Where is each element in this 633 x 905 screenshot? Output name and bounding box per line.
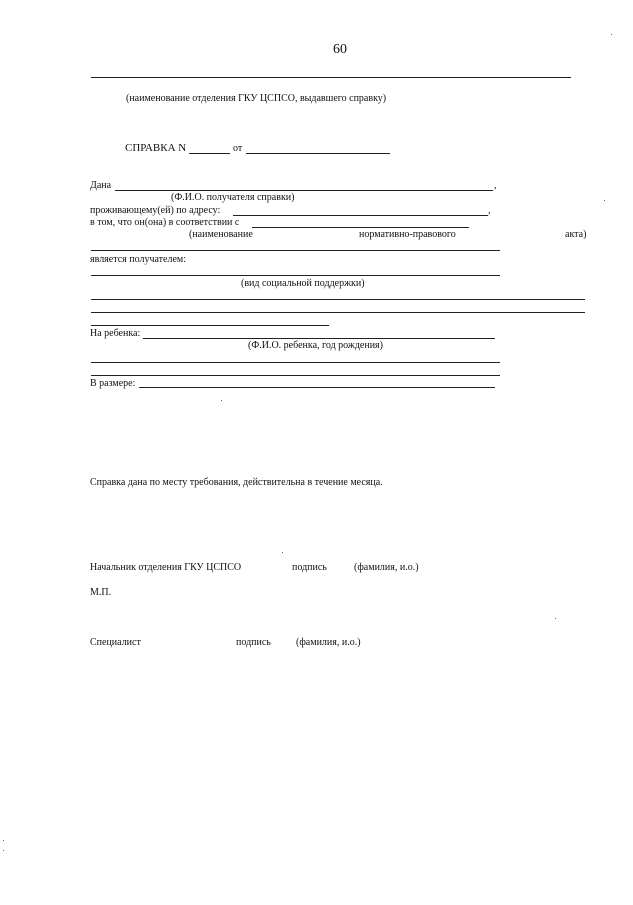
child-label: На ребенка:: [90, 328, 141, 339]
support-type-line-2: [91, 299, 585, 300]
legal-act-caption-part: акта): [565, 229, 587, 240]
certificate-title: СПРАВКА N: [125, 142, 187, 154]
scan-speck: [555, 618, 556, 619]
page-number: 60: [333, 42, 347, 57]
child-name-caption: (Ф.И.О. ребенка, год рождения): [248, 340, 383, 351]
child-name-line: [143, 338, 495, 339]
certificate-date-label: от: [233, 143, 243, 154]
specialist-name-label: (фамилия, и.о.): [296, 637, 361, 648]
accordance-label: в том, что он(она) в соответствии с: [90, 217, 240, 228]
certificate-date-line: [246, 153, 390, 154]
support-type-line-4: [91, 325, 329, 326]
recipient-name-caption: (Ф.И.О. получателя справки): [171, 192, 295, 203]
legal-act-line: [252, 227, 469, 228]
address-line: [233, 215, 488, 216]
head-title: Начальник отделения ГКУ ЦСПСО: [90, 562, 242, 573]
trailing-comma: ,: [494, 180, 497, 191]
recipient-name-line: [115, 190, 493, 191]
trailing-comma: ,: [488, 205, 491, 216]
scan-speck: [604, 200, 605, 201]
specialist-signature-label: подпись: [236, 637, 271, 648]
validity-note: Справка дана по месту требования, действительна в течение месяца.: [90, 477, 383, 488]
amount-line: [139, 387, 495, 388]
support-type-line-3: [91, 312, 585, 313]
support-type-caption: (вид социальной поддержки): [241, 278, 365, 289]
department-name-line: [91, 77, 571, 78]
head-name-label: (фамилия, и.о.): [354, 562, 419, 573]
scan-speck: [3, 840, 4, 841]
scan-speck: [3, 850, 4, 851]
legal-act-caption-part: (наименование: [189, 229, 253, 240]
recipient-of-label: является получателем:: [90, 254, 187, 265]
support-type-line: [91, 275, 500, 276]
legal-act-line-2: [91, 250, 500, 251]
specialist-title: Специалист: [90, 637, 141, 648]
amount-label: В размере:: [90, 378, 136, 389]
child-name-line-2: [91, 362, 500, 363]
scan-speck: [221, 400, 222, 401]
stamp-place-label: М.П.: [90, 587, 112, 598]
given-to-label: Дана: [90, 180, 112, 191]
child-name-line-3: [91, 375, 500, 376]
address-label: проживающему(ей) по адресу:: [90, 205, 221, 216]
head-signature-label: подпись: [292, 562, 327, 573]
department-name-caption: (наименование отделения ГКУ ЦСПСО, выдавшего справку): [126, 93, 387, 104]
scan-speck: [282, 552, 283, 553]
scan-speck: [611, 34, 612, 35]
certificate-number-line: [189, 153, 230, 154]
legal-act-caption-part: нормативно-правового: [359, 229, 456, 240]
